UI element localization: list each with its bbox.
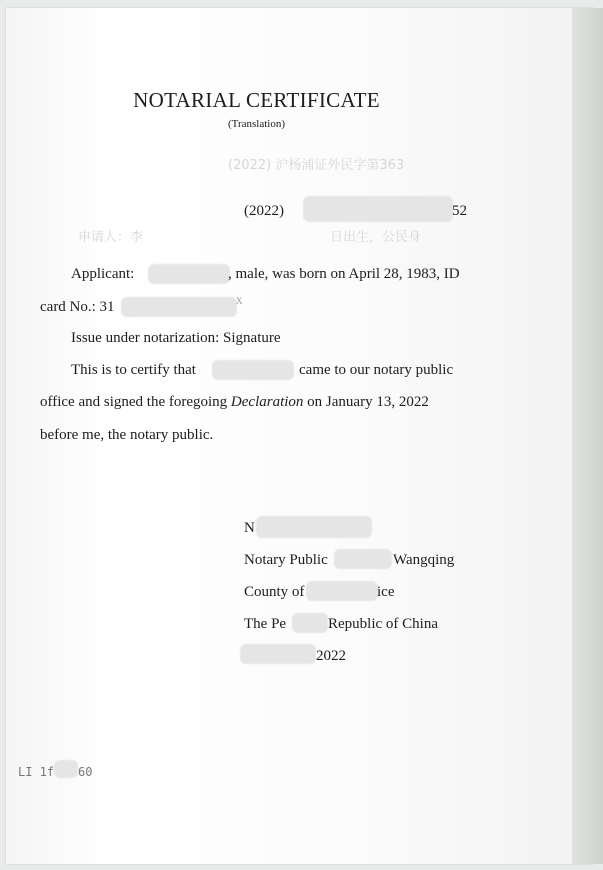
document-subtitle: (Translation) bbox=[227, 118, 286, 130]
redaction-block bbox=[306, 581, 378, 601]
notary-public-end: Wangqing bbox=[393, 552, 455, 568]
notary-public-start: Notary Public bbox=[244, 552, 328, 568]
redaction-block bbox=[54, 760, 78, 778]
redaction-block bbox=[256, 516, 372, 538]
applicant-label: Applicant: bbox=[71, 266, 135, 282]
signing-line bbox=[40, 392, 429, 412]
document-code-start: LI 1f bbox=[18, 765, 55, 779]
ghost-text-line-1: (2022) 沪杨浦证外民字第363 bbox=[228, 158, 405, 173]
redaction-block bbox=[121, 297, 237, 317]
document-code-end: 60 bbox=[78, 765, 93, 779]
card-number-end: X bbox=[236, 296, 243, 306]
issue-line: Issue under notarization: Signature bbox=[71, 330, 281, 346]
redaction-block bbox=[148, 264, 230, 284]
declaration-word: Declaration bbox=[230, 394, 304, 410]
certify-end: came to our notary public bbox=[299, 362, 454, 378]
card-number-label: card No.: 31 bbox=[40, 299, 115, 315]
page-edge-shadow bbox=[572, 8, 603, 864]
certificate-number-prefix: (2022) bbox=[244, 203, 284, 219]
ghost-text-line-3: 日出生，公民身 bbox=[330, 230, 422, 245]
document-title: NOTARIAL CERTIFICATE bbox=[133, 88, 380, 112]
certify-start: This is to certify that bbox=[71, 362, 196, 378]
notary-name-fragment: N bbox=[244, 520, 255, 536]
redaction-block bbox=[334, 549, 392, 569]
signature-date-end: 2022 bbox=[316, 648, 346, 664]
country-start: The Pe bbox=[244, 616, 287, 632]
signing-line-start: office and signed the foregoing bbox=[40, 394, 228, 410]
redaction-block bbox=[303, 196, 453, 222]
applicant-details: , male, was born on April 28, 1983, ID bbox=[228, 266, 460, 282]
signing-line-end: on January 13, 2022 bbox=[307, 394, 429, 410]
redaction-block bbox=[212, 360, 294, 380]
certificate-number-suffix: 52 bbox=[452, 203, 467, 219]
redaction-block bbox=[292, 613, 328, 633]
ghost-text-line-2: 申请人：李 bbox=[78, 230, 144, 245]
country-end: Republic of China bbox=[328, 616, 438, 632]
notary-presence-line: before me, the notary public. bbox=[40, 427, 214, 443]
county-end: ice bbox=[377, 584, 395, 600]
county-start: County of bbox=[244, 584, 305, 600]
redaction-block bbox=[240, 644, 316, 664]
